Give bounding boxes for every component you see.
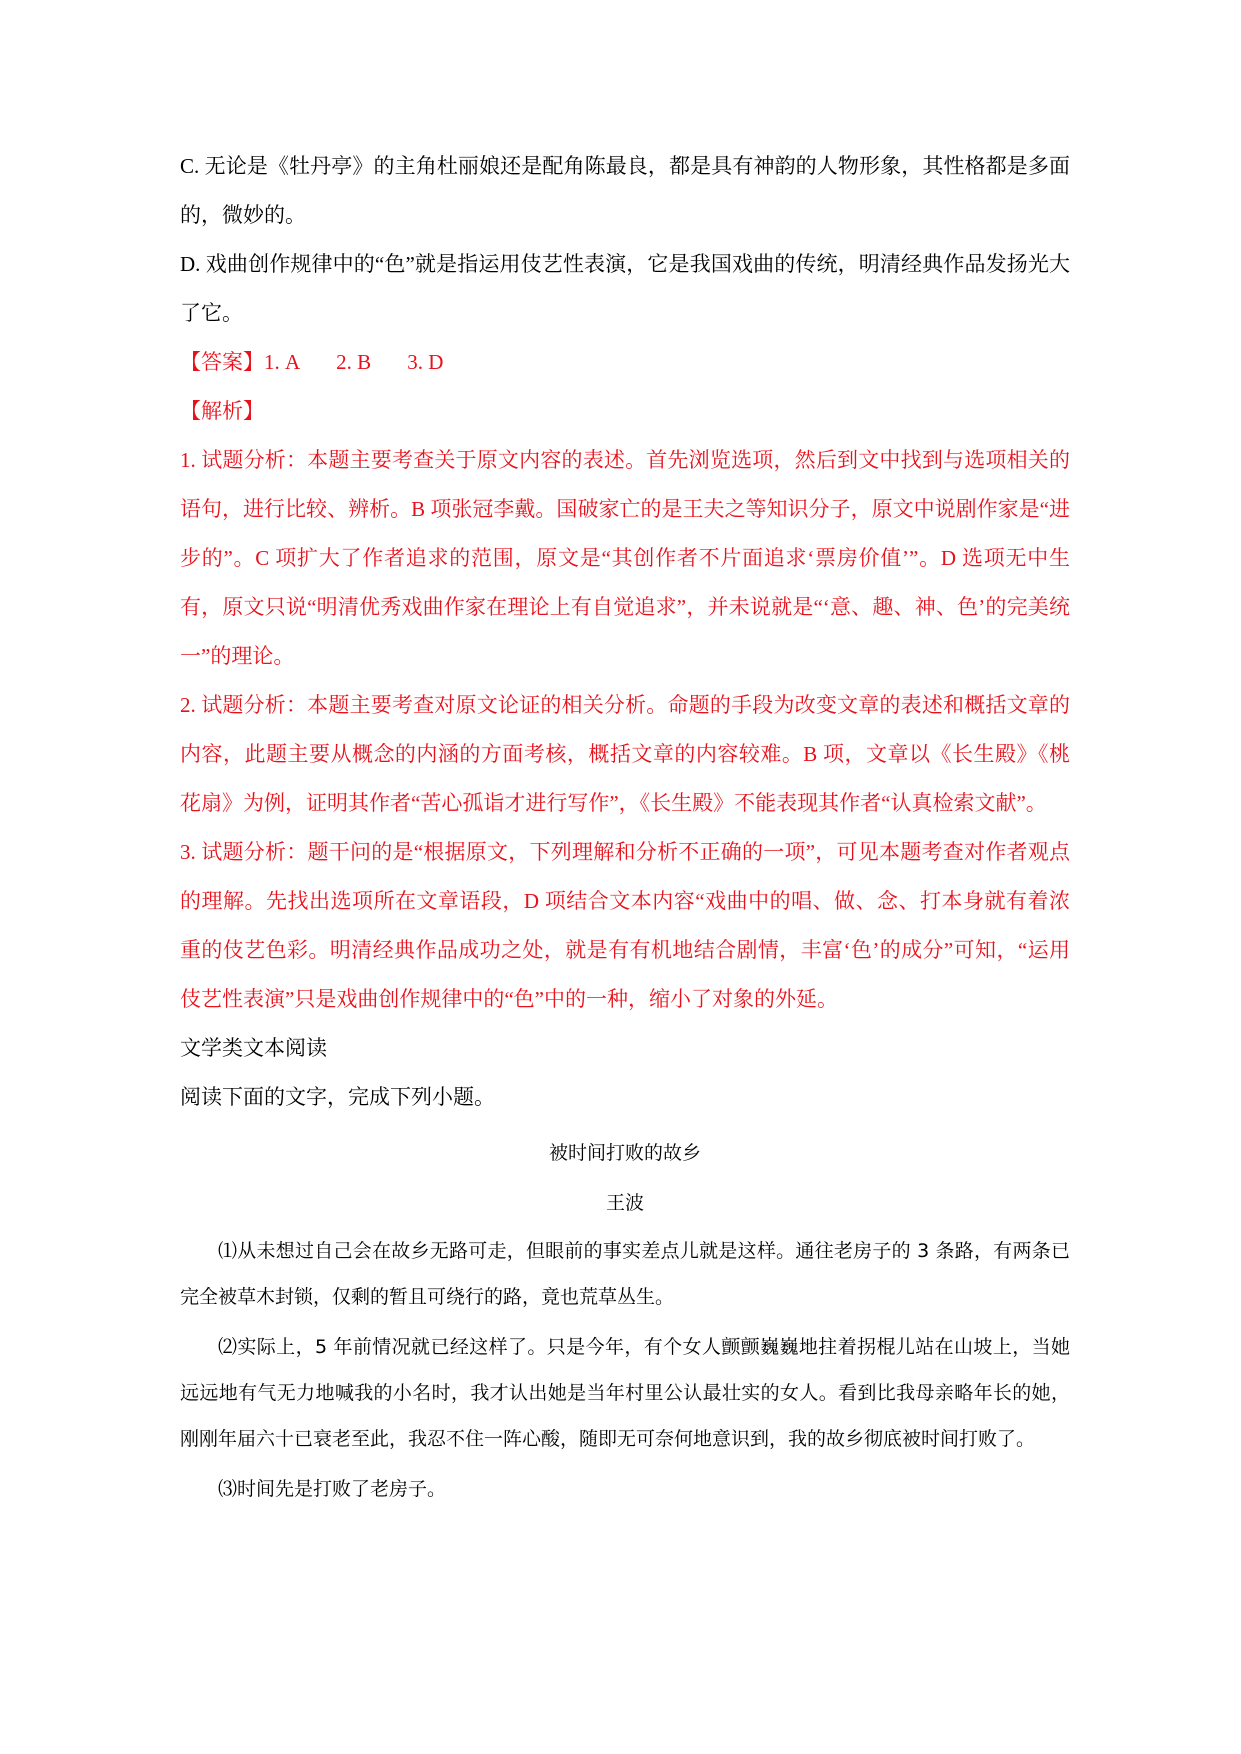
answer-item-1: 1. A: [264, 350, 301, 374]
story-title: 被时间打败的故乡: [548, 1142, 701, 1164]
analysis-item-2: 2. 试题分析：本题主要考查对原文论证的相关分析。命题的手段为改变文章的表述和概括文章的内容，此题主要从概念的内涵的方面考核，概括文章的内容较难。B 项，文章以《长生殿》《桃花扇》为例，证明其作者“苦心孤诣才进行写作”，《长生殿》不能表现其作者“认真检索文献”。: [180, 693, 1070, 815]
answer-item-3: 3. D: [407, 350, 444, 374]
document-page: [180, 142, 1070, 1516]
story-paragraph-1: ⑴从未想过自己会在故乡无路可走，但眼前的事实差点儿就是这样。通往老房子的 3 条路，有两条已完全被草木封锁，仅剩的暂且可绕行的路，竟也荒草丛生。: [180, 1240, 1070, 1308]
answer-label: 【答案】: [180, 350, 264, 374]
option-c: C. 无论是《牡丹亭》的主角杜丽娘还是配角陈最良，都是具有神韵的人物形象，其性格都是多面的，微妙的。: [180, 154, 1070, 227]
option-d: D. 戏曲创作规律中的“色”就是指运用伎艺性表演，它是我国戏曲的传统，明清经典作品发扬光大了它。: [180, 252, 1070, 325]
story-author: 王波: [605, 1192, 644, 1214]
section-instruction: 阅读下面的文字，完成下列小题。: [180, 1085, 495, 1109]
story-paragraph-2: ⑵实际上，5 年前情况就已经这样了。只是今年，有个女人颤颤巍巍地拄着拐棍儿站在山坡上，当她远远地有气无力地喊我的小名时，我才认出她是当年村里公认最壮实的女人。看到比我母亲略年长的她，刚刚年届六十已衰老至此，我忍不住一阵心酸，随即无可奈何地意识到，我的故乡彻底被时间打败了。: [180, 1336, 1070, 1450]
story-paragraph-3: ⑶时间先是打败了老房子。: [218, 1478, 447, 1500]
section-heading: 文学类文本阅读: [180, 1036, 327, 1060]
analysis-item-3: 3. 试题分析：题干问的是“根据原文，下列理解和分析不正确的一项”，可见本题考查对作者观点的理解。先找出选项所在文章语段，D 项结合文本内容“戏曲中的唱、做、念、打本身就有着浓重的伎艺色彩。明清经典作品成功之处，就是有有机地结合剧情，丰富‘色’的成分”可知，“运用伎艺性表演”只是戏曲创作规律中的“色”中的一种，缩小了对象的外延。: [180, 840, 1070, 1011]
answer-line: [180, 338, 1070, 387]
analysis-item-1: 1. 试题分析：本题主要考查关于原文内容的表述。首先浏览选项，然后到文中找到与选项相关的语句，进行比较、辨析。B 项张冠李戴。国破家亡的是王夫之等知识分子，原文中说剧作家是“进步的”。C 项扩大了作者追求的范围，原文是“其创作者不片面追求‘票房价值’”。D 选项无中生有，原文只说“明清优秀戏曲作家在理论上有自觉追求”，并未说就是“‘意、趣、神、色’的完美统一”的理论。: [180, 448, 1070, 668]
analysis-label: 【解析】: [180, 399, 264, 423]
answer-item-2: 2. B: [336, 350, 372, 374]
